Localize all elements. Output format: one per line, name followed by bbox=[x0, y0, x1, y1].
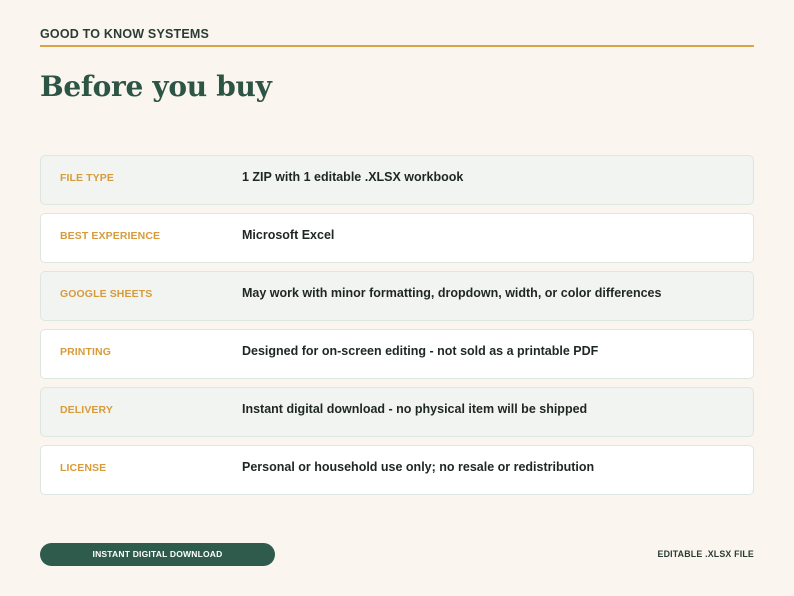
file-format-note: EDITABLE .XLSX FILE bbox=[657, 549, 754, 559]
brand-name: GOOD TO KNOW SYSTEMS bbox=[40, 27, 210, 41]
detail-label: GOOGLE SHEETS bbox=[60, 288, 153, 300]
details-list bbox=[40, 155, 754, 503]
detail-label: DELIVERY bbox=[60, 404, 113, 416]
instant-download-button[interactable]: INSTANT DIGITAL DOWNLOAD bbox=[40, 543, 275, 566]
detail-value: 1 ZIP with 1 editable .XLSX workbook bbox=[242, 170, 464, 184]
detail-value: Personal or household use only; no resale or redistribution bbox=[242, 460, 595, 474]
product-info-page bbox=[40, 0, 754, 596]
detail-row-delivery bbox=[40, 387, 754, 437]
page-title: Before you buy bbox=[40, 70, 272, 103]
detail-row-best-experience bbox=[40, 213, 754, 263]
detail-label: PRINTING bbox=[60, 346, 111, 358]
detail-value: Designed for on-screen editing - not sold as a printable PDF bbox=[242, 344, 599, 358]
detail-value: May work with minor formatting, dropdown, width, or color differences bbox=[242, 286, 662, 300]
detail-row-printing bbox=[40, 329, 754, 379]
detail-label: FILE TYPE bbox=[60, 172, 114, 184]
detail-row-license bbox=[40, 445, 754, 495]
detail-value: Instant digital download - no physical item will be shipped bbox=[242, 402, 588, 416]
header-divider bbox=[40, 45, 754, 47]
detail-row-file-type bbox=[40, 155, 754, 205]
detail-row-google-sheets bbox=[40, 271, 754, 321]
detail-label: BEST EXPERIENCE bbox=[60, 230, 161, 242]
detail-label: LICENSE bbox=[60, 462, 107, 474]
detail-value: Microsoft Excel bbox=[242, 228, 335, 242]
